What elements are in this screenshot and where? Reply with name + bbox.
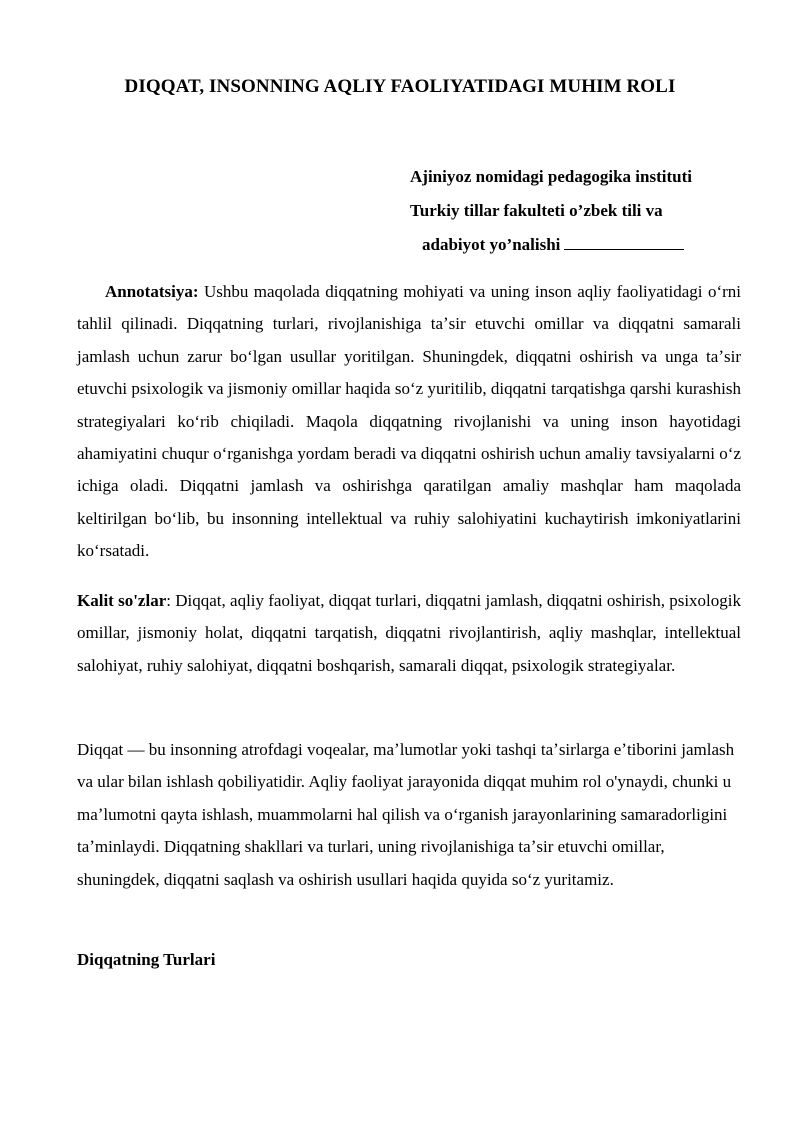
- affiliation-program-text: adabiyot yo’nalishi: [422, 235, 561, 254]
- section-heading: Diqqatning Turlari: [77, 950, 216, 969]
- keywords-label: Kalit so'zlar: [77, 591, 167, 610]
- blank-underline: [564, 233, 684, 250]
- abstract-text: Ushbu maqolada diqqatning mohiyati va uning inson aqliy faoliyatidagi oʻrni tahlil qilinadi. Diqqatning turlari, rivojlanishiga taʼsir etuvchi omillar va diqqatni samarali jamlash uchun zarur boʻlgan usullar yoritilgan. Shuningdek, diqqatni oshirish va unga taʼsir etuvchi psixologik va jismoniy omillar haqida soʻz yuritilib, diqqatni tarqatishga qarshi kurashish strategiyalari koʻrib chiqiladi. Maqola diqqatning rivojlanishi va uning inson hayotidagi ahamiyatini chuqur oʻrganishga yordam beradi va diqqatni oshirish uchun amaliy tavsiyalarni oʻz ichiga oladi. Diqqatni jamlash va oshirishga qaratilgan amaliy mashqlar ham maqolada keltirilgan boʻlib, bu insonning intellektual va ruhiy salohiyatini kuchaytirish imkoniyatlarini koʻrsatadi.: [77, 282, 741, 561]
- affiliation-faculty: Turkiy tillar fakulteti o’zbek tili va: [410, 201, 663, 220]
- abstract-label: Annotatsiya:: [105, 282, 199, 301]
- keywords-text: : Diqqat, aqliy faoliyat, diqqat turlari, diqqatni jamlash, diqqatni oshirish, psixologik omillar, jismoniy holat, diqqatni tarqatish, diqqatni rivojlantirish, aqliy mashqlar, intellektual salohiyat, ruhiy salohiyat, diqqatni boshqarish, samarali diqqat, psixologik strategiyalar.: [77, 591, 741, 675]
- intro-paragraph: Diqqat — bu insonning atrofdagi voqealar, maʼlumotlar yoki tashqi taʼsirlarga eʼtiborini jamlash va ular bilan ishlash qobiliyatidir. Aqliy faoliyat jarayonida diqqat muhim rol o'ynaydi, chunki u maʼlumotni qayta ishlash, muammolarni hal qilish va oʻrganish jarayonlarining samaradorligini taʼminlaydi. Diqqatning shakllari va turlari, uning rivojlanishiga taʼsir etuvchi omillar, shuningdek, diqqatni saqlash va oshirish usullari haqida quyida soʻz yuritamiz.: [77, 740, 735, 889]
- document-title: DIQQAT, INSONNING AQLIY FAOLIYATIDAGI MUHIM ROLI: [124, 76, 676, 97]
- author-affiliation: [410, 160, 740, 262]
- affiliation-program: [410, 228, 740, 262]
- abstract-paragraph: [77, 276, 741, 568]
- affiliation-institute: Ajiniyoz nomidagi pedagogika instituti: [410, 167, 692, 186]
- keywords-paragraph: [77, 585, 741, 682]
